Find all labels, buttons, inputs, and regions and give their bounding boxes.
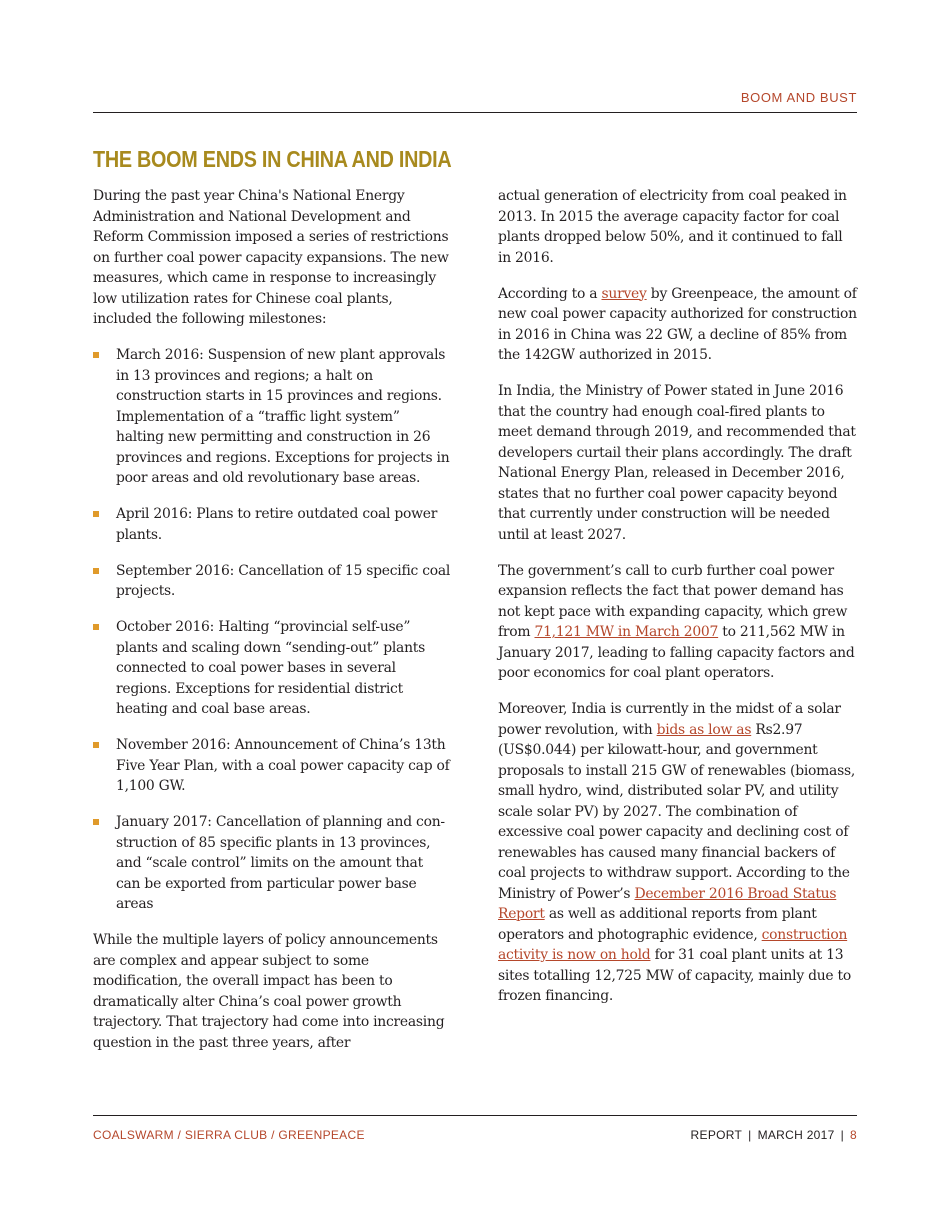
milestone-item <box>93 561 451 602</box>
broad-status-report-link[interactable]: December 2016 Broad Status Report <box>498 885 837 922</box>
india-ministry-paragraph: In India, the Ministry of Power stated in June 2016 that the country had enough coal-fired plants to meet demand through 2019, and recommended that developers curtail their plans accordingly. The draft National Energy Plan, released in December 2016, states that no further coal power capacity beyond that currently under construction will be needed until at least 2027. <box>498 383 856 543</box>
square-bullet-icon <box>93 742 99 748</box>
milestone-text: October 2016: Halting “provincial self-use” plants and scaling down “sending-out” plants connected to coal power bases in several regions. Exceptions for residential district heating and coal base areas. <box>116 619 426 717</box>
survey-link[interactable]: survey <box>601 285 647 302</box>
section-title: THE BOOM ENDS IN CHINA AND INDIA <box>93 146 452 172</box>
milestone-item <box>93 735 451 797</box>
capacity-growth-paragraph: The government’s call to curb further coal power expansion reflects the fact that power demand has not kept pace with expanding capacity, which grew from 71,121 MW in March 2007 to 211,562 MW in January 2017, leading to falling capacity factors and poor economics for coal plant operators. <box>498 562 855 681</box>
milestone-list <box>93 345 451 915</box>
square-bullet-icon <box>93 819 99 825</box>
milestone-item <box>93 504 451 545</box>
milestone-text: September 2016: Cancellation of 15 specific coal projects. <box>116 562 451 599</box>
milestone-item <box>93 345 451 489</box>
footer-divider <box>93 1115 857 1116</box>
milestone-item <box>93 812 451 915</box>
footer-report-label: REPORT <box>690 1128 743 1142</box>
capacity-2007-link[interactable]: 71,121 MW in March 2007 <box>534 624 719 640</box>
square-bullet-icon <box>93 352 99 358</box>
footer-report-info <box>691 1128 857 1142</box>
milestone-text: April 2016: Plans to retire outdated coal power plants. <box>116 506 438 543</box>
square-bullet-icon <box>93 568 99 574</box>
greenpeace-paragraph: According to a survey by Greenpeace, the amount of new coal power capacity authorized for construction in 2016 in China was 22 GW, a decline of 85% from the 142GW authorized in 2015. <box>498 285 857 363</box>
left-column <box>93 186 451 1053</box>
closing-paragraph: While the multiple layers of policy announcements are complex and appear subject to some modification, the overall impact has been to dramatically alter China’s coal power growth trajectory. That trajectory had come into increasing question in the past three years, after <box>93 932 445 1051</box>
footer-publishers: COALSWARM / SIERRA CLUB / GREENPEACE <box>93 1128 365 1142</box>
solar-bids-link[interactable]: bids as low as <box>656 721 752 738</box>
generation-paragraph: actual generation of electricity from coal peaked in 2013. In 2015 the average capacity factor for coal plants dropped below 50%, and it continued to fall in 2016. <box>498 188 847 266</box>
footer-separator: | <box>748 1128 752 1142</box>
milestone-text: January 2017: Cancellation of planning and construction of 85 specific plants in 13 provinces, and “scale control” limits on the amount that can be exported from particular power base areas <box>116 814 446 912</box>
footer-separator: | <box>840 1128 845 1142</box>
footer-date: MARCH 2017 <box>757 1128 835 1142</box>
header-divider <box>93 112 857 113</box>
milestone-text: November 2016: Announcement of China’s 13th Five Year Plan, with a coal power capacity cap of 1,100 GW. <box>116 737 450 794</box>
square-bullet-icon <box>93 511 99 517</box>
right-column <box>498 186 857 1007</box>
solar-revolution-paragraph: Moreover, India is currently in the midst of a solar power revolution, with bids as low as Rs2.97 (US$0.044) per kilowatt-hour, and government proposals to install 215 GW of renewables (biomass, small hydro, wind, distributed solar PV, and utility scale solar PV) by 2027. The combination of excessive coal power capacity and declining cost of renewables has caused many financial backers of coal projects to withdraw support. According to the Ministry of Power’s December 2016 Broad Status Report as well as additional reports from plant operators and photographic evidence, construction activity is now on hold for 31 coal plant units at 13 sites totalling 12,725 MW of capacity, mainly due to frozen financing. <box>498 701 856 1004</box>
milestone-item <box>93 617 451 720</box>
intro-paragraph: During the past year China's National Energy Administration and National Development and Reform Commission imposed a series of restrictions on further coal power capacity expansions. The new measures, which came in response to increasingly low utilization rates for Chinese coal plants, included the following milestones: <box>93 188 449 327</box>
milestone-text: March 2016: Suspension of new plant approvals in 13 provinces and regions; a halt on construction starts in 15 provinces and regions. Implementation of a “traffic light system” halting new permitting and construction in 26 provinces and regions. Exceptions for projects in poor areas and old revolutionary base areas. <box>116 347 450 486</box>
square-bullet-icon <box>93 624 99 630</box>
running-head: BOOM AND BUST <box>740 90 857 105</box>
page-number: 8 <box>850 1128 857 1142</box>
construction-on-hold-link[interactable]: construction activity is now on hold <box>498 926 848 963</box>
